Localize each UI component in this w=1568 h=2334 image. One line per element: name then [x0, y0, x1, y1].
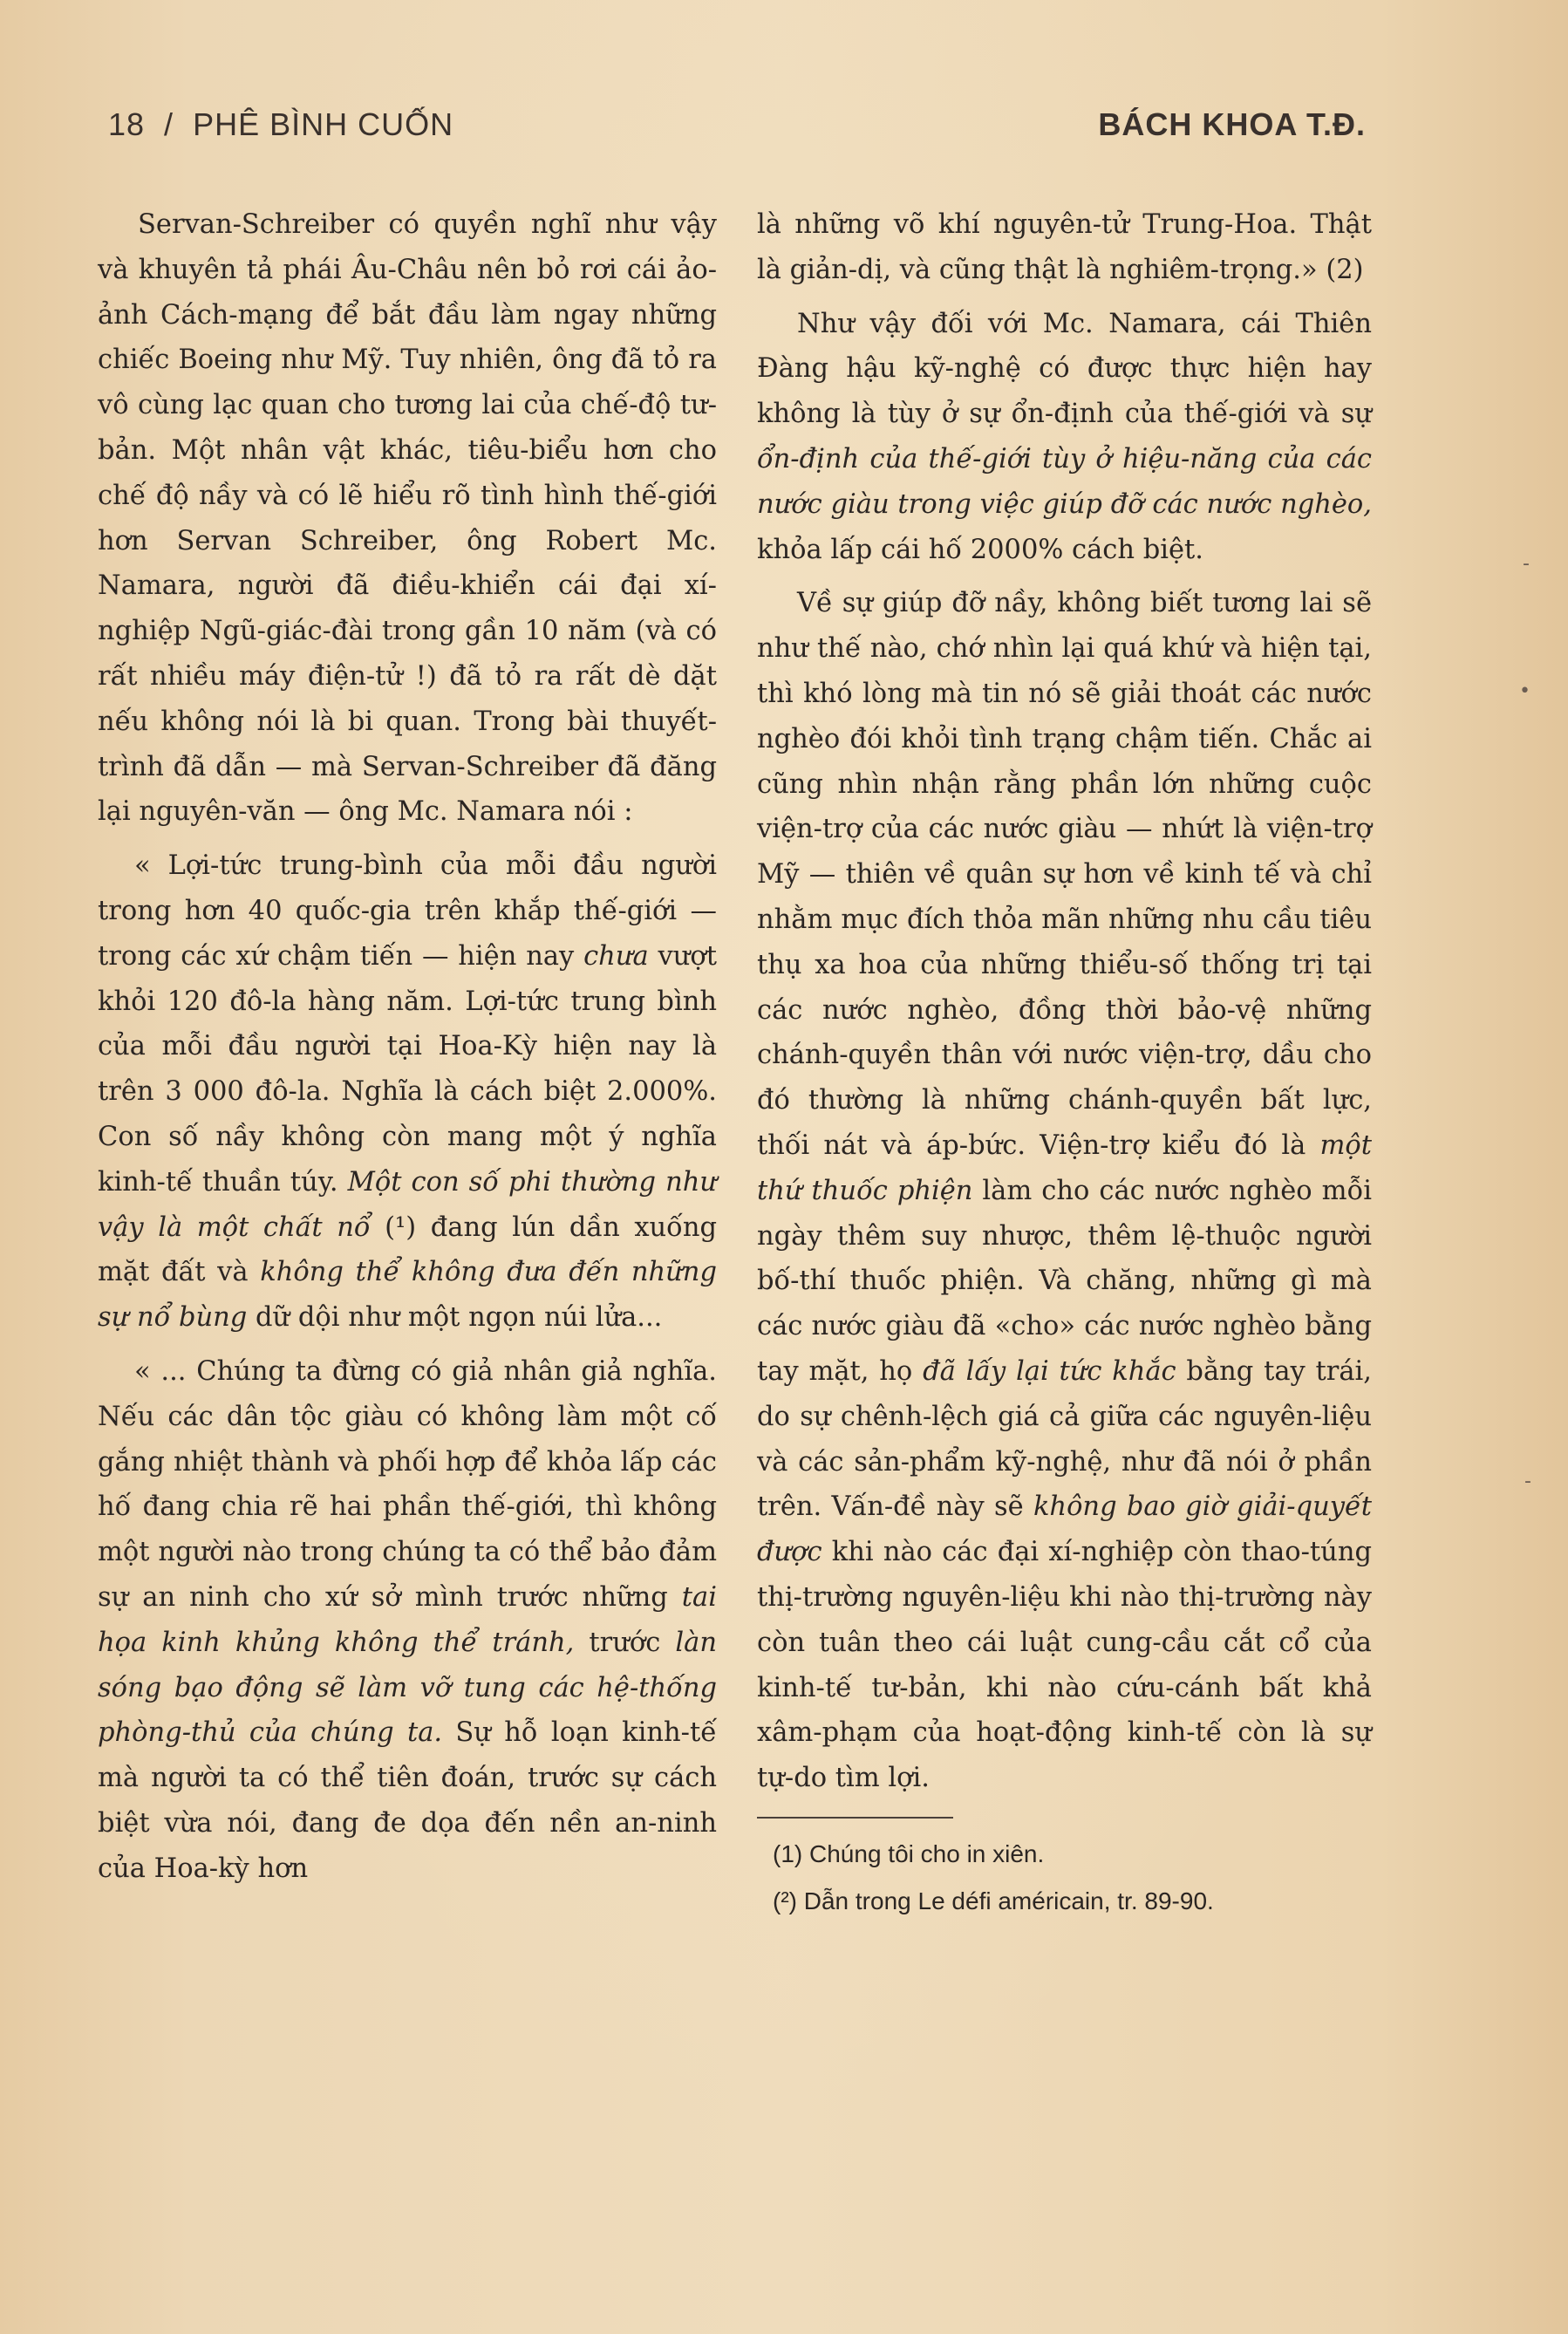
header-separator: /	[164, 106, 174, 142]
text-run: dữ dội như một ngọn núi lửa...	[247, 1302, 663, 1334]
italic-text-run: chưa	[583, 940, 649, 972]
quote-paragraph	[98, 1349, 717, 1892]
italic-text-run: không bao giờ giải-quyết được	[757, 1491, 1372, 1568]
footnotes	[757, 1831, 1372, 1925]
italic-text-run: làn sóng bạo động sẽ làm vỡ tung các hệ-thống phòng-thủ của chúng ta.	[98, 1627, 717, 1749]
text-run: Servan-Schreiber có quyền nghĩ như vậy và khuyên tả phái Âu-Châu nên bỏ rơi cái ảo-ảnh Cách-mạng để bắt đầu làm ngay những chiếc Boeing như Mỹ. Tuy nhiên, ông đã tỏ ra vô cùng lạc quan cho tương lai của chế-độ tư-bản. Một nhân vật khác, tiêu-biểu hơn cho chế độ nầy và có lẽ hiểu rõ tình hình thế-giới hơn Servan Schreiber, ông Robert Mc. Namara, người đã điều-khiển cái đại xí-nghiệp Ngũ-giác-đài trong gần 10 năm (và có rất nhiều máy điện-tử !) đã tỏ ra rất dè dặt nếu không nói là bi quan. Trong bài thuyết-trình đã dẫn — mà Servan-Schreiber đã đăng lại nguyên-văn — ông Mc. Namara nói :	[98, 209, 717, 828]
section-title: PHÊ BÌNH CUỐN	[193, 106, 454, 142]
running-header	[108, 106, 1366, 143]
page-number: 18	[108, 106, 146, 142]
quote-paragraph	[98, 843, 717, 1341]
italic-text-run: Một con số phi thường như vậy là một chất nổ	[98, 1166, 717, 1243]
italic-text-run: tai họa kinh khủng không thể tránh,	[98, 1581, 717, 1658]
text-run: trước	[574, 1627, 676, 1658]
text-run: « Lợi-tức trung-bình của mỗi đầu người trong hơn 40 quốc-gia trên khắp thế-giới — trong các xứ chậm tiến — hiện nay	[98, 850, 717, 972]
italic-text-run: một thứ thuốc phiện	[757, 1129, 1372, 1206]
text-run: Sự hỗ loạn kinh-tế mà người ta có thể tiên đoán, trước sự cách biệt vừa nói, đang đe dọa đến nền an-ninh của Hoa-kỳ hơn	[98, 1717, 718, 1884]
margin-dot: •	[1519, 680, 1531, 702]
margin-mark: ‑	[1524, 1471, 1531, 1492]
left-text-column	[98, 202, 717, 1900]
right-text-column	[757, 202, 1372, 1925]
text-run: khi nào các đại xí-nghiệp còn thao-túng thị-trường nguyên-liệu khi nào thị-trường này còn tuân theo cái luật cung-cầu cắt cổ của kinh-tế tư-bản, khi nào cứu-cánh bất khả xâm-phạm của hoạt-động kinh-tế còn là sự tự-do tìm lợi.	[757, 1537, 1372, 1794]
margin-mark: ‑	[1523, 553, 1530, 575]
text-run: vượt khỏi 120 đô-la hàng năm. Lợi-tức trung bình của mỗi đầu người tại Hoa-Kỳ hiện nay là trên 3 000 đô-la. Nghĩa là cách biệt 2.000%. Con số nầy không còn mang một ý nghĩa kinh-tế thuần túy.	[98, 940, 717, 1198]
text-run: khỏa lấp cái hố 2000% cách biệt.	[757, 534, 1204, 565]
text-run: Về sự giúp đỡ nầy, không biết tương lai sẽ như thế nào, chớ nhìn lại quá khứ và hiện tại, thì khó lòng mà tin nó sẽ giải thoát các nước nghèo đói khỏi tình trạng chậm tiến. Chắc ai cũng nhìn nhận rằng phần lớn những cuộc viện-trợ của các nước giàu — nhứt là viện-trợ Mỹ — thiên về quân sự hơn về kinh tế và chỉ nhằm mục đích thỏa mãn những nhu cầu tiêu thụ xa hoa của những thiểu-số thống trị tại các nước nghèo, đồng thời bảo-vệ những chánh-quyền thân với nước viện-trợ, dầu cho đó thường là những chánh-quyền bất lực, thối nát và áp-bức. Viện-trợ kiểu đó là	[757, 588, 1372, 1161]
text-run: làm cho các nước nghèo mỗi ngày thêm suy nhược, thêm lệ-thuộc người bố-thí thuốc phiện. Và chăng, những gì mà các nước giàu đã «cho» các nước nghèo bằng tay mặt, họ	[757, 1175, 1372, 1387]
paragraph	[757, 302, 1372, 573]
text-run: (¹) đang lún dần xuống mặt đất và	[98, 1211, 717, 1288]
footnote-divider	[757, 1817, 953, 1819]
italic-text-run: ổn-định của thế-giới tùy ở hiệu-năng của các nước giàu trong việc giúp đỡ các nước nghèo,	[757, 443, 1372, 520]
italic-text-run: không thể không đưa đến những sự nổ bùng	[98, 1257, 717, 1334]
paragraph	[757, 581, 1372, 1801]
text-run: Như vậy đối với Mc. Namara, cái Thiên Đàng hậu kỹ-nghệ có được thực hiện hay không là tùy ở sự ổn-định của thế-giới và sự	[757, 308, 1372, 430]
text-run: bằng tay trái, do sự chênh-lệch giá cả giữa các nguyên-liệu và các sản-phẩm kỹ-nghệ, như đã nói ở phần trên. Vấn-đề này sẽ	[757, 1355, 1372, 1523]
paragraph	[98, 202, 717, 835]
right-column-body	[757, 202, 1372, 1801]
paragraph	[757, 202, 1372, 293]
italic-text-run: đã lấy lại tức khắc	[923, 1355, 1176, 1387]
text-run: « ... Chúng ta đừng có giả nhân giả nghĩa. Nếu các dân tộc giàu có không làm một cố gắng nhiệt thành và phối hợp để khỏa lấp các hố đang chia rẽ hai phần thế-giới, thì không một người nào trong chúng ta có thể bảo đảm sự an ninh cho xứ sở mình trước những	[98, 1355, 717, 1613]
footnote: (²) Dẫn trong Le défi américain, tr. 89-90.	[773, 1887, 1214, 1914]
footnote: (1) Chúng tôi cho in xiên.	[773, 1839, 1045, 1867]
publication-title: BÁCH KHOA T.Đ.	[1098, 106, 1366, 142]
text-run: là những võ khí nguyên-tử Trung-Hoa. Thật là giản-dị, và cũng thật là nghiêm-trọng.» (2)	[757, 209, 1372, 285]
header-left	[108, 106, 453, 143]
